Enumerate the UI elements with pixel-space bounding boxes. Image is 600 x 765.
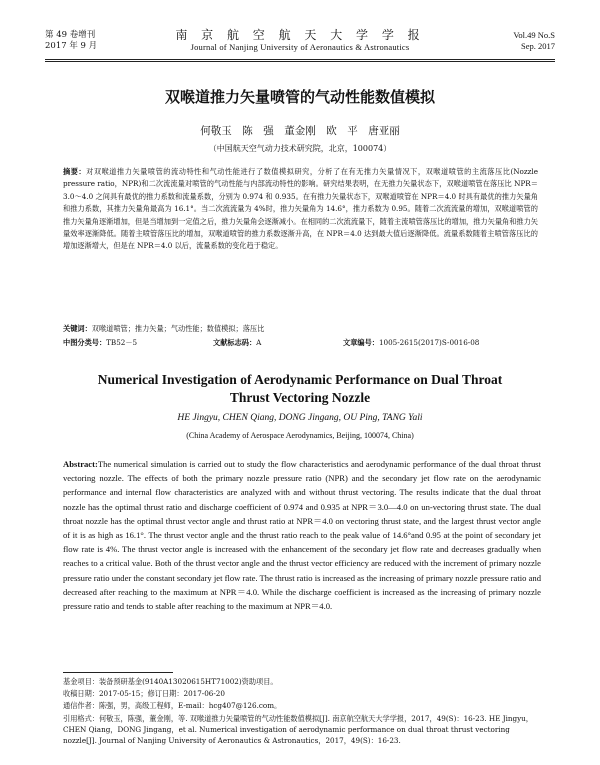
header-vol-no: Vol.49 No.S: [513, 30, 555, 40]
clc-value: TB52－5: [106, 338, 138, 347]
abstract-cn-label: 摘要：: [63, 167, 87, 176]
doc-code-label: 文献标志码：: [213, 338, 257, 347]
journal-name-en: Journal of Nanjing University of Aeronautics & Astronautics: [190, 42, 410, 52]
journal-name-cn: 南 京 航 空 航 天 大 学 学 报: [175, 28, 425, 42]
header-date: 2017 年 9 月: [45, 41, 98, 51]
abstract-en-text: The numerical simulation is carried out to study the flow characteristics and aerodynamic performance of the dual throat thrust vectoring nozzle. The effects of both the primary nozzle pressure ratio (NPR) and the secondary jet flow rate on the aerodynamic performance and internal flow characteristics are analyzed with and without thrust vectoring. The results indicate that the dual throat nozzle has the optimal thrust ratio and discharge coefficient of 0.974 and 0.935 at NPR＝3.0—4.0 on un-vectoring thrust state. The dual throat nozzle has the optimal thrust vector angle and thrust ratio at NPR＝4.0 on vectoring thrust state, and the largest thrust vector angle of it is as high as 16.1°. The thrust vector angle and the thrust ratio reach to the peak value of 14.6°and 0.95 at the point of secondary jet flow rate is 4%. The thrust vector angle is increased with the enhancement of the secondary jet flow rate and decreases gradually when reaches to a critical value. Both of the thrust vector angle and the thrust vector efficiency are reduced with the increment of primary nozzle pressure ratio under the constant secondary jet flow rate. The thrust ratio is increased as the increasing of primary nozzle pressure ratio and decreased after reaching to the maximum at NPR＝4.0. While the discharge coefficient is increased as the increasing of primary nozzle pressure ratio and tends to stable after reaching to the maximum at NPR＝4.0.: [63, 459, 541, 612]
header-divider: [45, 59, 555, 62]
paper-title-en: [45, 371, 555, 407]
abstract-en: [63, 457, 541, 613]
header-issue-info: [513, 30, 555, 52]
authors-en: HE Jingyu, CHEN Qiang, DONG Jingang, OU Ping, TANG Yali: [177, 413, 423, 423]
authors-cn: 何敬玉 陈 强 董金刚 欧 平 唐亚丽: [200, 125, 400, 137]
keywords-cn-label: 关键词：: [63, 324, 92, 333]
abstract-cn-text: 对双喉道推力矢量喷管的流动特性和气动性能进行了数值模拟研究，分析了在有无推力矢量情况下，双喉道喷管的主流落压比(Nozzle pressure ratio，NPR)和二次流流量对喷管的气动性能与内部流动特性的影响。研究结果表明，在无推力矢量状态下，双喉道喷管在落压比 NPR＝3.0～4.0 之间具有最优的推力系数和流量系数，分别为 0.974 和 0.935。在有推力矢量状态下，双喉道喷管在 NPR＝4.0 时具有最优的推力矢量角和推力系数，其推力矢量角最高为 16.1°。当二次流流量为 4%时，推力矢量角为 14.6°，推力系数为 0.95。随着二次流流量的增加，双喉道喷管的推力矢量角逐渐增加，但是当增加到一定值之后，推力矢量角会逐渐减小。在相同的二次流流量下，随着主流喷管落压比的增加，推力矢量角和推力矢量效率逐渐降低。随着主喷管落压比的增加，双喉道喷管的推力系数逐渐升高，在 NPR＝4.0 达到最大值后逐渐降低。流量系数随着主喷管落压比的增加逐渐增大，但是在 NPR＝4.0 以后，流量系数的变化趋于稳定。: [63, 167, 538, 251]
header-volume: 第 49 卷增刊: [45, 30, 96, 40]
doc-code-value: A: [256, 338, 262, 347]
paper-title-cn: 双喉道推力矢量喷管的气动性能数值模拟: [164, 88, 435, 106]
abstract-cn: [63, 166, 538, 253]
keywords-cn: [63, 323, 538, 335]
footnote-corresponding-author: 通信作者：陈强，男，高级工程师，E-mail：hcg407@126.com。: [63, 701, 282, 710]
header-month: Sep. 2017: [521, 41, 555, 51]
affiliation-cn: （中国航天空气动力技术研究院，北京，100074）: [208, 144, 392, 153]
header-journal: [130, 28, 470, 53]
doc-code: [213, 337, 343, 349]
affiliation-en: (China Academy of Aerospace Aerodynamics, Beijing, 100074, China): [186, 431, 414, 440]
article-number-label: 文章编号：: [343, 338, 379, 347]
article-number-value: 1005-2615(2017)S-0016-08: [378, 338, 480, 347]
keywords-cn-text: 双喉道喷管；推力矢量；气动性能；数值模拟；落压比: [91, 324, 265, 333]
clc-label: 中图分类号：: [63, 338, 107, 347]
footnote-citation: 引用格式：何敬玉，陈强，董金刚，等. 双喉道推力矢量喷管的气动性能数值模拟[J]. 南京航空航天大学学报，2017，49(S)：16-23. HE Jingyu，CHEN Qiang，DONG Jingang，et al. Numerical investigation of aerodynamic performance on dual throat thrust vectoring nozzle[J]. Journal of Nanjing University of Aeronautics & Astronautics，2017，49(S)：16-23.: [63, 714, 533, 745]
header-volume-info: [45, 30, 97, 52]
paper-title-en-line1: Numerical Investigation of Aerodynamic Performance on Dual Throat: [97, 372, 503, 387]
footnote-fund: 基金项目：装备预研基金(9140A13020615HT71002)资助项目。: [63, 677, 278, 686]
footnote-divider: [63, 672, 173, 673]
paper-title-en-line2: Thrust Vectoring Nozzle: [229, 390, 371, 405]
article-number: [343, 337, 479, 349]
clc-number: [63, 337, 213, 349]
classification-cn: [63, 337, 538, 349]
footnote-dates: 收稿日期：2017-05-15；修订日期：2017-06-20: [63, 689, 225, 698]
abstract-en-label: Abstract:: [63, 459, 98, 469]
